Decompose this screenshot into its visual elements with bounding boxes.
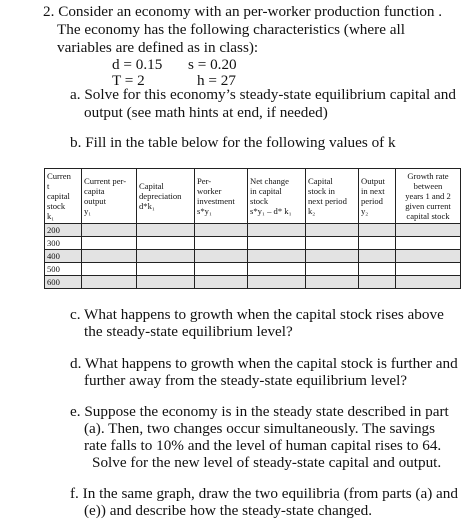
col-header-growth-rate	[396, 169, 461, 224]
header-text: Output	[361, 176, 385, 186]
row-label-capital: 600	[45, 276, 82, 289]
table-cell	[195, 224, 248, 237]
header-text: Capital	[139, 181, 164, 191]
header-text: in next	[361, 186, 385, 196]
table-cell	[82, 250, 137, 263]
table-cell	[359, 237, 396, 250]
header-text: capital stock	[406, 211, 450, 221]
table-row	[45, 250, 461, 263]
param-h: h = 27	[197, 72, 236, 89]
table-cell	[82, 263, 137, 276]
header-text: t	[47, 181, 50, 191]
col-header-next-capital	[306, 169, 359, 224]
part-d-line-2: further away from the steady-state equilibrium level?	[84, 372, 408, 389]
table-cell	[306, 237, 359, 250]
part-c-line-2: the steady-state equilibrium level?	[84, 323, 293, 340]
header-text: Curren	[47, 171, 71, 181]
table-cell	[195, 263, 248, 276]
header-text: k₁	[47, 211, 55, 221]
question-2-line-3: variables are defined as in class):	[57, 39, 259, 56]
header-text: given current	[405, 201, 451, 211]
header-text: s*y₁	[197, 206, 212, 216]
part-c-line-1: c. What happens to growth when the capital stock rises above	[70, 306, 444, 323]
header-text: stock in	[308, 186, 335, 196]
header-text: Net change	[250, 176, 289, 186]
part-e-line-4: Solve for the new level of steady-state capital and output.	[92, 454, 442, 471]
header-text: capital	[47, 191, 70, 201]
table-cell	[359, 224, 396, 237]
header-text: in capital	[250, 186, 282, 196]
row-label-capital: 200	[45, 224, 82, 237]
table-cell	[396, 250, 461, 263]
table-cell	[396, 237, 461, 250]
header-text: Current per-	[84, 176, 127, 186]
col-header-net-change	[248, 169, 306, 224]
header-text: d*k₁	[139, 201, 155, 211]
table-cell	[248, 263, 306, 276]
table-cell	[248, 250, 306, 263]
table-cell	[396, 263, 461, 276]
col-header-current-capital	[45, 169, 82, 224]
part-d-line-1: d. What happens to growth when the capital stock is further and	[70, 355, 458, 372]
question-2-line-2: The economy has the following characteristics (where all	[57, 21, 405, 38]
part-b-line-1: b. Fill in the table below for the following values of k	[70, 134, 396, 151]
header-text: output	[84, 196, 106, 206]
header-text: period	[361, 196, 383, 206]
row-label-capital: 500	[45, 263, 82, 276]
col-header-investment	[195, 169, 248, 224]
header-text: next period	[308, 196, 347, 206]
part-e-line-2: (a). Then, two changes occur simultaneously. The savings	[84, 420, 436, 437]
header-text: Capital	[308, 176, 333, 186]
table-cell	[396, 224, 461, 237]
col-header-depreciation	[137, 169, 195, 224]
table-cell	[359, 250, 396, 263]
table-cell	[306, 250, 359, 263]
question-2-line-1: 2. Consider an economy with an per-worker production function .	[43, 3, 443, 20]
table-cell	[82, 276, 137, 289]
table-cell	[306, 224, 359, 237]
row-label-capital: 400	[45, 250, 82, 263]
table-row	[45, 224, 461, 237]
header-text: Growth rate	[407, 171, 449, 181]
header-text: capita	[84, 186, 105, 196]
col-header-next-output	[359, 169, 396, 224]
table-cell	[137, 224, 195, 237]
col-header-current-output	[82, 169, 137, 224]
param-d: d = 0.15	[112, 56, 163, 73]
table-row	[45, 276, 461, 289]
header-text: y₂	[361, 206, 369, 216]
header-text: k₂	[308, 206, 316, 216]
table-cell	[195, 237, 248, 250]
table-cell	[306, 263, 359, 276]
header-text: worker	[197, 186, 222, 196]
header-text: years 1 and 2	[405, 191, 451, 201]
part-f-line-1: f. In the same graph, draw the two equilibria (from parts (a) and	[70, 485, 458, 502]
part-a-line-2: output (see math hints at end, if needed)	[84, 104, 328, 121]
header-text: stock	[250, 196, 269, 206]
table-cell	[248, 276, 306, 289]
table-cell	[195, 276, 248, 289]
header-text: stock	[47, 201, 66, 211]
table-cell	[82, 224, 137, 237]
table-header-row	[45, 169, 461, 224]
table-cell	[359, 276, 396, 289]
table-cell	[137, 276, 195, 289]
part-e-line-1: e. Suppose the economy is in the steady state described in part	[70, 403, 449, 420]
header-text: investment	[197, 196, 235, 206]
table-cell	[137, 250, 195, 263]
table-cell	[82, 237, 137, 250]
growth-table	[44, 168, 461, 289]
header-text: between	[413, 181, 443, 191]
part-e-line-3: rate falls to 10% and the level of human capital rises to 64.	[84, 437, 442, 454]
table-cell	[359, 263, 396, 276]
param-s: s = 0.20	[188, 56, 237, 73]
header-text: Per-	[197, 176, 212, 186]
table-cell	[195, 250, 248, 263]
table-cell	[137, 263, 195, 276]
param-T: T = 2	[112, 72, 145, 89]
header-text: depreciation	[139, 191, 182, 201]
table-cell	[137, 237, 195, 250]
row-label-capital: 300	[45, 237, 82, 250]
table-cell	[396, 276, 461, 289]
part-a-line-1: a. Solve for this economy’s steady-state equilibrium capital and	[70, 86, 456, 103]
table-cell	[248, 224, 306, 237]
header-text: s*y₁ – d* k₁	[250, 206, 292, 216]
table-row	[45, 237, 461, 250]
table-row	[45, 263, 461, 276]
header-text: y₁	[84, 206, 92, 216]
table-cell	[306, 276, 359, 289]
part-f-line-2: (e)) and describe how the steady-state changed.	[84, 502, 373, 519]
table-cell	[248, 237, 306, 250]
